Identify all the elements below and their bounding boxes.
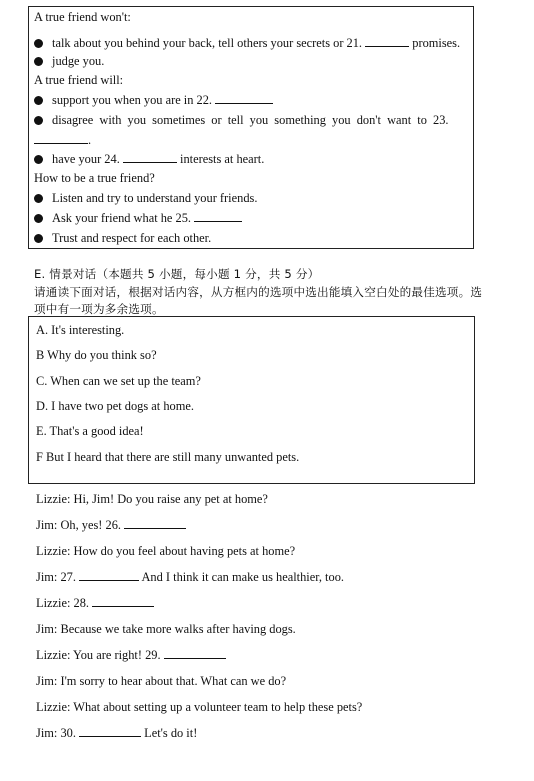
- dialogue-line-3: Lizzie: How do you feel about having pets at home?: [36, 544, 296, 558]
- option-e: E. That's a good idea!: [36, 424, 144, 438]
- heading-wont: A true friend won't:: [34, 10, 131, 24]
- item-interests: have your 24. interests at heart.: [34, 151, 264, 167]
- option-c: C. When can we set up the team?: [36, 374, 201, 388]
- dialogue-line-10: Jim: 30. Let's do it!: [36, 726, 198, 740]
- blank-23[interactable]: [34, 133, 88, 144]
- item-support: support you when you are in 22.: [34, 92, 273, 108]
- bullet-icon: [34, 116, 43, 125]
- blank-21[interactable]: [365, 36, 409, 47]
- item-judge: judge you.: [34, 53, 104, 69]
- heading-how: How to be a true friend?: [34, 171, 155, 185]
- blank-26[interactable]: [124, 518, 186, 529]
- item-disagree: disagree with you sometimes or tell you something you don't want to 23.: [34, 112, 448, 128]
- bullet-icon: [34, 96, 43, 105]
- bullet-icon: [34, 155, 43, 164]
- option-f: F But I heard that there are still many unwanted pets.: [36, 450, 300, 464]
- dialogue-line-8: Jim: I'm sorry to hear about that. What can we do?: [36, 674, 287, 688]
- blank-30[interactable]: [79, 726, 141, 737]
- dialogue-line-2: Jim: Oh, yes! 26.: [36, 517, 186, 533]
- option-a: A. It's interesting.: [36, 323, 125, 337]
- item-talk: talk about you behind your back, tell others your secrets or 21. promises.: [34, 35, 460, 51]
- item-trust: Trust and respect for each other.: [34, 230, 211, 246]
- blank-24[interactable]: [123, 152, 177, 163]
- bullet-icon: [34, 214, 43, 223]
- item-ask: Ask your friend what he 25.: [34, 210, 242, 226]
- dialogue-line-4: Jim: 27. And I think it can make us healthier, too.: [36, 570, 344, 584]
- dialogue-line-5: Lizzie: 28.: [36, 595, 154, 611]
- blank-25[interactable]: [194, 211, 242, 222]
- section-e-instruction-2: 项中有一项为多余选项。: [34, 302, 164, 316]
- blank-28[interactable]: [92, 596, 154, 607]
- blank-27[interactable]: [79, 570, 139, 581]
- dialogue-line-1: Lizzie: Hi, Jim! Do you raise any pet at home?: [36, 492, 268, 506]
- section-e-title: E. 情景对话（本题共 5 小题，每小题 1 分，共 5 分）: [34, 267, 320, 281]
- dialogue-line-9: Lizzie: What about setting up a volunteer team to help these pets?: [36, 700, 363, 714]
- heading-will: A true friend will:: [34, 73, 124, 87]
- item-listen: Listen and try to understand your friends.: [34, 190, 257, 206]
- option-d: D. I have two pet dogs at home.: [36, 399, 194, 413]
- dialogue-line-7: Lizzie: You are right! 29.: [36, 647, 226, 663]
- bullet-icon: [34, 194, 43, 203]
- dialogue-line-6: Jim: Because we take more walks after having dogs.: [36, 622, 296, 636]
- blank-22[interactable]: [215, 93, 273, 104]
- bullet-icon: [34, 234, 43, 243]
- blank-29[interactable]: [164, 648, 226, 659]
- bullet-icon: [34, 39, 43, 48]
- bullet-icon: [34, 57, 43, 66]
- blank-23-line: .: [34, 132, 91, 148]
- option-b: B Why do you think so?: [36, 348, 157, 362]
- section-e-instruction-1: 请通读下面对话，根据对话内容，从方框内的选项中选出能填入空白处的最佳选项。选: [34, 285, 483, 299]
